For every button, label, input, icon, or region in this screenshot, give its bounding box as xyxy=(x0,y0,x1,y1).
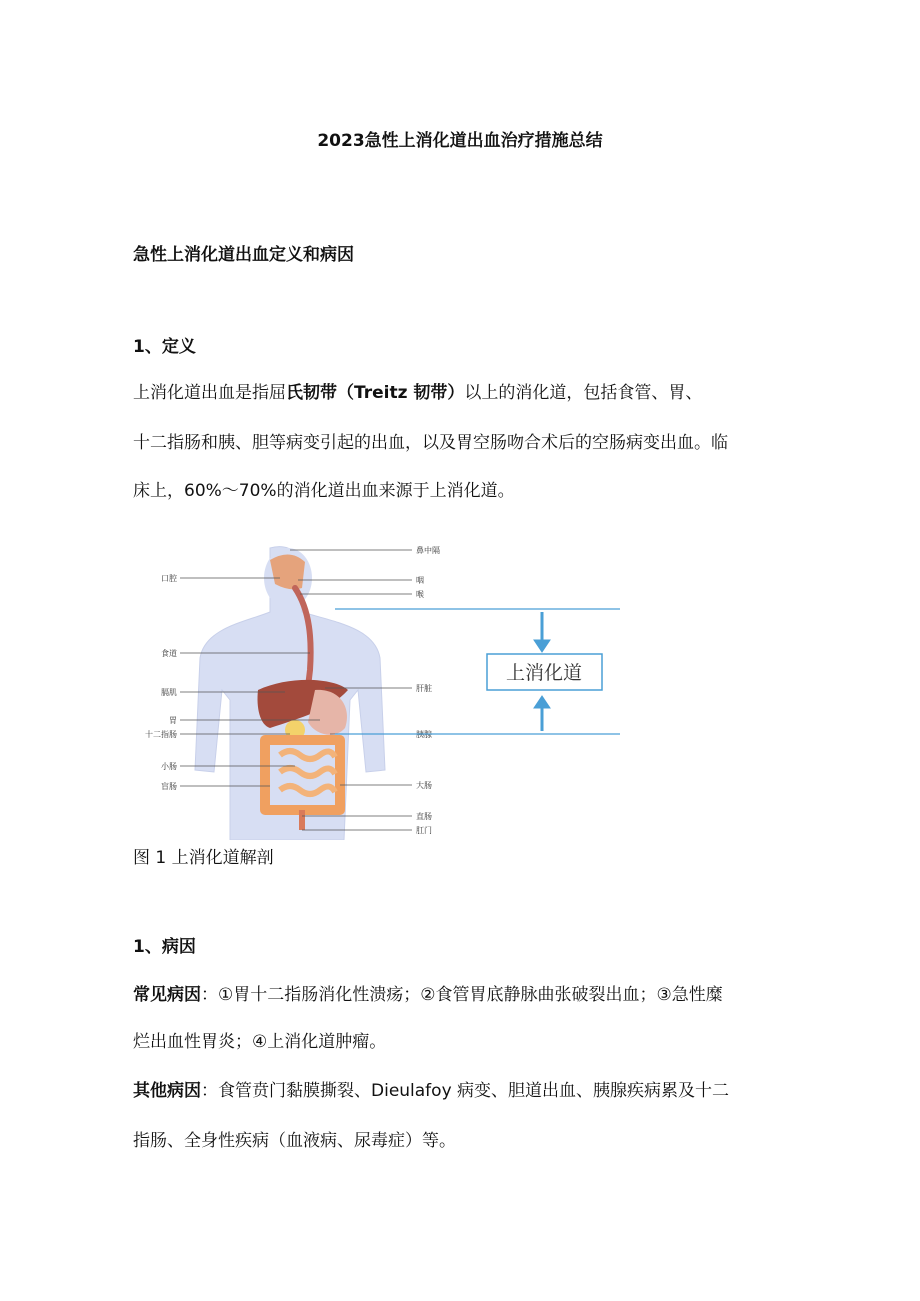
definition-text-c: 以上的消化道，包括食管、胃、 xyxy=(464,383,703,403)
label-pharynx: 咽 xyxy=(416,576,424,585)
label-larynx: 喉 xyxy=(416,590,424,599)
label-cecum: 盲肠 xyxy=(161,782,177,791)
label-liver: 肝脏 xyxy=(416,684,432,693)
label-diaphragm: 膈肌 xyxy=(161,688,177,697)
common-causes-line-1 xyxy=(133,980,793,1005)
label-large-intestine: 大肠 xyxy=(416,781,432,790)
other-causes-line-2: 指肠、全身性疾病（血液病、尿毒症）等。 xyxy=(133,1131,456,1151)
other-causes-line-1 xyxy=(133,1076,793,1101)
page-title: 2023急性上消化道出血治疗措施总结 xyxy=(317,131,603,151)
label-mouth: 口腔 xyxy=(161,574,177,583)
section-heading: 急性上消化道出血定义和病因 xyxy=(133,245,354,265)
etiology-heading: 1、病因 xyxy=(133,937,196,957)
arrow-up-icon xyxy=(534,696,550,708)
definition-heading: 1、定义 xyxy=(133,337,196,357)
label-nasal-septum: 鼻中隔 xyxy=(416,546,440,555)
label-esophagus: 食道 xyxy=(161,649,177,658)
definition-line-1 xyxy=(133,378,793,403)
definition-text-a: 上消化道出血是指屈 xyxy=(133,383,286,403)
label-stomach: 胃 xyxy=(169,716,177,725)
definition-line-3: 床上，60%～70%的消化道出血来源于上消化道。 xyxy=(133,481,515,501)
oral-cavity xyxy=(270,554,305,589)
definition-line-2: 十二指肠和胰、胆等病变引起的出血，以及胃空肠吻合术后的空肠病变出血。临 xyxy=(133,433,728,453)
arrow-down-icon xyxy=(534,640,550,652)
common-causes-text: ：①胃十二指肠消化性溃疡；②食管胃底静脉曲张破裂出血；③急性糜 xyxy=(201,985,723,1005)
label-small-intestine: 小肠 xyxy=(161,762,177,771)
anatomy-figure xyxy=(130,540,625,840)
other-causes-label: 其他病因 xyxy=(133,1081,201,1101)
definition-text-bold: 氏韧带（Treitz 韧带） xyxy=(286,383,465,403)
label-anus: 肛门 xyxy=(416,826,432,835)
upper-gi-label: 上消化道 xyxy=(505,662,583,684)
figure-caption: 图 1 上消化道解剖 xyxy=(133,848,274,868)
common-causes-label: 常见病因 xyxy=(133,985,201,1005)
other-causes-text: ：食管贲门黏膜撕裂、Dieulafoy 病变、胆道出血、胰腺疾病累及十二 xyxy=(201,1081,730,1101)
label-duodenum: 十二指肠 xyxy=(145,730,177,739)
common-causes-line-2: 烂出血性胃炎；④上消化道肿瘤。 xyxy=(133,1032,387,1052)
label-pancreas: 胰腺 xyxy=(416,730,432,739)
label-rectum: 直肠 xyxy=(416,812,432,821)
